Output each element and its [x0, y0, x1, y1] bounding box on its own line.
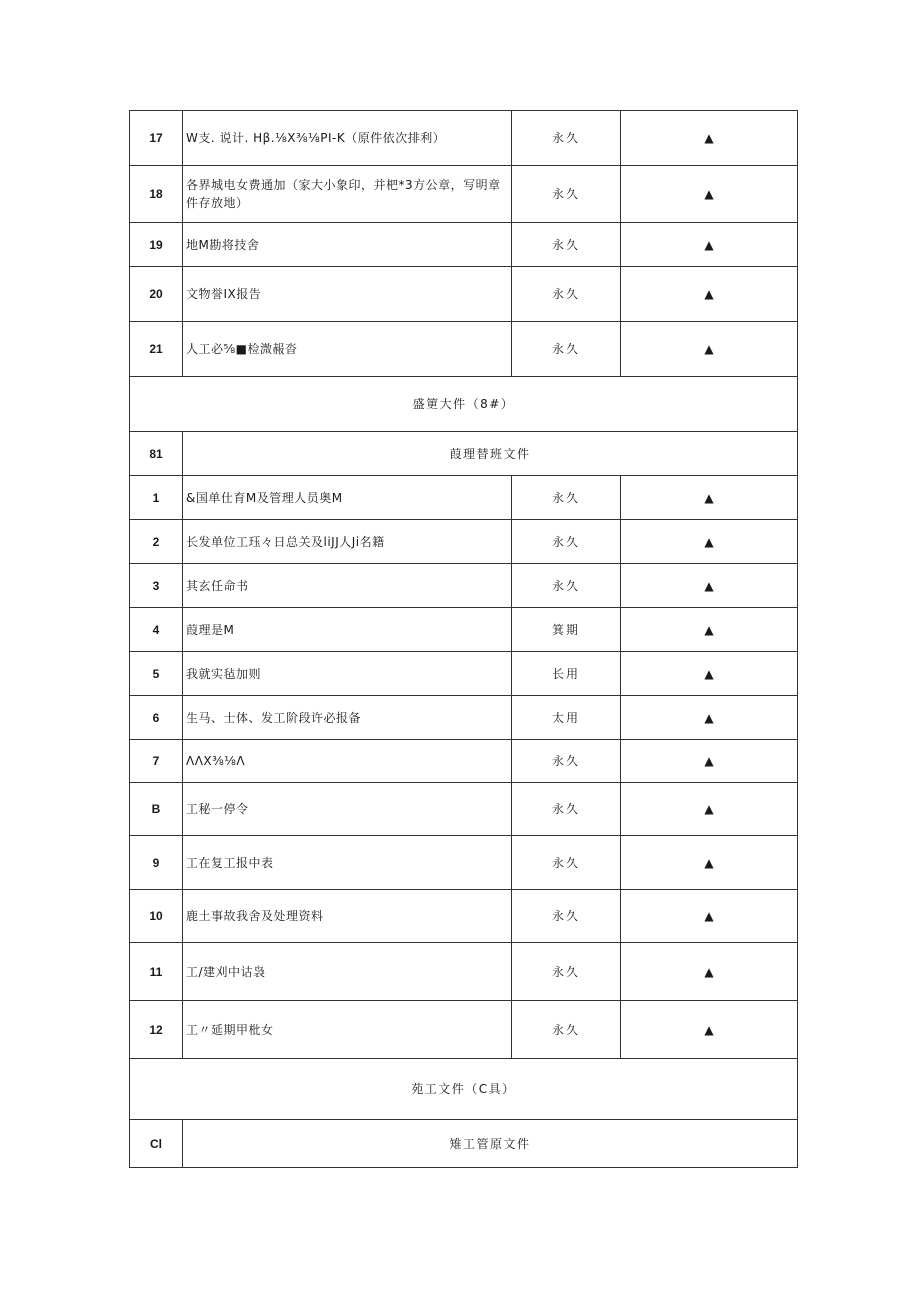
- table-row: [130, 111, 798, 166]
- subsection-number: 81: [130, 432, 183, 476]
- row-number: 19: [130, 223, 183, 267]
- triangle-mark-icon: ▲: [621, 943, 798, 1001]
- retention-period: 箕期: [512, 608, 621, 652]
- row-number: 20: [130, 267, 183, 322]
- triangle-mark-icon: ▲: [621, 890, 798, 943]
- retention-period: 永久: [512, 564, 621, 608]
- triangle-mark-icon: ▲: [621, 520, 798, 564]
- retention-period: 永久: [512, 166, 621, 223]
- triangle-mark-icon: ▲: [621, 166, 798, 223]
- row-title: 工〃延期甲枇女: [183, 1001, 512, 1059]
- retention-period: 永久: [512, 322, 621, 377]
- row-number: 6: [130, 696, 183, 740]
- row-title: 工/建刈中诂袅: [183, 943, 512, 1001]
- table-row: [130, 652, 798, 696]
- row-number: 7: [130, 740, 183, 783]
- table-row: [130, 608, 798, 652]
- retention-period: 永久: [512, 1001, 621, 1059]
- table-row: [130, 166, 798, 223]
- row-title: 葭理是M: [183, 608, 512, 652]
- section-row: [130, 1059, 798, 1120]
- row-title: 鹿土事故我舍及处理资料: [183, 890, 512, 943]
- retention-period: 永久: [512, 783, 621, 836]
- triangle-mark-icon: ▲: [621, 267, 798, 322]
- table-row: [130, 476, 798, 520]
- row-title: 其玄任命书: [183, 564, 512, 608]
- retention-period: 永久: [512, 836, 621, 890]
- subsection-row: [130, 1120, 798, 1168]
- subsection-title: 葭理替班文件: [183, 432, 798, 476]
- subsection-title: 雉工管原文件: [183, 1120, 798, 1168]
- triangle-mark-icon: ▲: [621, 322, 798, 377]
- table-row: [130, 1001, 798, 1059]
- subsection-row: [130, 432, 798, 476]
- row-number: 1: [130, 476, 183, 520]
- row-number: 2: [130, 520, 183, 564]
- triangle-mark-icon: ▲: [621, 652, 798, 696]
- row-number: 21: [130, 322, 183, 377]
- triangle-mark-icon: ▲: [621, 783, 798, 836]
- triangle-mark-icon: ▲: [621, 696, 798, 740]
- row-number: 12: [130, 1001, 183, 1059]
- row-number: 9: [130, 836, 183, 890]
- subsection-number: Cl: [130, 1120, 183, 1168]
- row-number: 11: [130, 943, 183, 1001]
- row-number: 17: [130, 111, 183, 166]
- row-title: 工在复工报中表: [183, 836, 512, 890]
- retention-period: 永久: [512, 943, 621, 1001]
- row-number: B: [130, 783, 183, 836]
- table-row: [130, 783, 798, 836]
- retention-period: 永久: [512, 520, 621, 564]
- retention-period: 长用: [512, 652, 621, 696]
- section-row: [130, 377, 798, 432]
- section-title: 盛筻大件（8#）: [130, 377, 798, 432]
- retention-period: 永久: [512, 267, 621, 322]
- section-title: 苑工文件（C具）: [130, 1059, 798, 1120]
- table-row: [130, 564, 798, 608]
- retention-period: 永久: [512, 740, 621, 783]
- row-title: 生马、士体、发工阶段许必报备: [183, 696, 512, 740]
- table-row: [130, 943, 798, 1001]
- retention-period: 永久: [512, 111, 621, 166]
- row-title: 地M勘将技舍: [183, 223, 512, 267]
- row-number: 18: [130, 166, 183, 223]
- triangle-mark-icon: ▲: [621, 223, 798, 267]
- triangle-mark-icon: ▲: [621, 111, 798, 166]
- table-row: [130, 267, 798, 322]
- table-row: [130, 322, 798, 377]
- triangle-mark-icon: ▲: [621, 476, 798, 520]
- row-number: 5: [130, 652, 183, 696]
- triangle-mark-icon: ▲: [621, 608, 798, 652]
- table-row: [130, 740, 798, 783]
- row-title: 长发单位工珏々日总关及liJJ人Ji名籍: [183, 520, 512, 564]
- row-title: 各界城电女费通加（家大小象印，并杷*3方公章，写明章件存放地）: [183, 166, 512, 223]
- triangle-mark-icon: ▲: [621, 740, 798, 783]
- row-title: 人工必⅝■检溦赧沓: [183, 322, 512, 377]
- row-number: 4: [130, 608, 183, 652]
- row-title: 文物誉IX报告: [183, 267, 512, 322]
- row-number: 3: [130, 564, 183, 608]
- retention-period: 永久: [512, 890, 621, 943]
- retention-period: 太用: [512, 696, 621, 740]
- row-title: W支. 说计. Hβ.⅛X⅜⅛PI-K（原件依次排利）: [183, 111, 512, 166]
- table-row: [130, 520, 798, 564]
- row-title: ΛΛX⅜⅛Λ: [183, 740, 512, 783]
- triangle-mark-icon: ▲: [621, 1001, 798, 1059]
- table-row: [130, 696, 798, 740]
- row-number: 10: [130, 890, 183, 943]
- row-title: 我就实毡加则: [183, 652, 512, 696]
- retention-period: 永久: [512, 476, 621, 520]
- triangle-mark-icon: ▲: [621, 836, 798, 890]
- triangle-mark-icon: ▲: [621, 564, 798, 608]
- table-row: [130, 890, 798, 943]
- row-title: 工秘一停令: [183, 783, 512, 836]
- table-row: [130, 223, 798, 267]
- table-row: [130, 836, 798, 890]
- archive-table: [129, 110, 798, 1168]
- row-title: &国单仕育M及管理人员奥M: [183, 476, 512, 520]
- retention-period: 永久: [512, 223, 621, 267]
